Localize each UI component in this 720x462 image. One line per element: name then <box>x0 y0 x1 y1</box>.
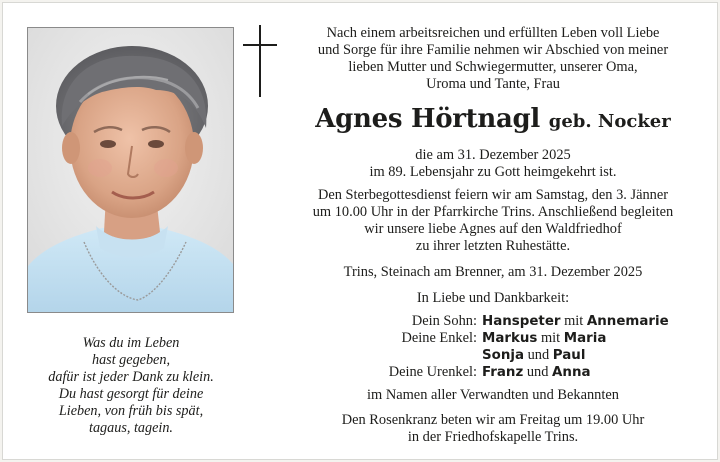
portrait-photo <box>27 27 234 313</box>
service-line: um 10.00 Uhr in der Pfarrkirche Trins. Anschließend begleiten <box>312 204 674 220</box>
poem-line: Was du im Leben <box>82 335 180 351</box>
relative-label: Dein Sohn: <box>411 313 477 329</box>
rosary-info <box>283 412 703 446</box>
relative-names <box>482 330 703 347</box>
funeral-service-info <box>283 187 703 255</box>
poem-line: hast gegeben, <box>91 352 170 368</box>
poem-line: dafür ist jeder Dank zu klein. <box>48 369 214 385</box>
relative-label <box>283 347 477 364</box>
relative-label: Deine Urenkel: <box>388 364 477 380</box>
maiden-name: geb. Nocker <box>548 111 671 132</box>
connector-text: mit <box>537 330 564 346</box>
poem-line: Lieben, von früh bis spät, <box>58 403 204 419</box>
relative-name: Anna <box>552 365 591 380</box>
intro-line: lieben Mutter und Schwiegermutter, unserer Oma, <box>348 59 638 75</box>
relative-names <box>482 313 703 330</box>
service-line: wir unsere liebe Agnes auf den Waldfriedhof <box>364 221 622 237</box>
relatives-list <box>283 313 703 381</box>
cross-icon <box>243 25 277 97</box>
connector-text: und <box>523 364 553 380</box>
intro-line: und Sorge für ihre Familie nehmen wir Abschied von meiner <box>317 42 669 58</box>
relative-name: Annemarie <box>586 314 669 329</box>
on-behalf-line: im Namen aller Verwandten und Bekannten <box>367 387 619 403</box>
poem-line: Du hast gesorgt für deine <box>58 386 204 402</box>
place-date: Trins, Steinach am Brenner, am 31. Dezember 2025 <box>343 264 643 280</box>
service-line: zu ihrer letzten Ruhestätte. <box>415 238 571 254</box>
intro-line: Nach einem arbeitsreichen und erfüllten Leben voll Liebe <box>326 25 660 41</box>
relative-name: Markus <box>482 331 538 346</box>
deceased-name <box>283 104 703 137</box>
connector-text: mit <box>560 313 587 329</box>
relative-names <box>482 347 703 364</box>
service-line: Den Sterbegottesdienst feiern wir am Samstag, den 3. Jänner <box>317 187 669 203</box>
rosary-line: in der Friedhofskapelle Trins. <box>407 429 579 445</box>
relative-name: Paul <box>552 348 586 363</box>
relative-name: Hanspeter <box>482 314 561 329</box>
gratitude-line: In Liebe und Dankbarkeit: <box>416 290 570 306</box>
intro-line: Uroma und Tante, Frau <box>426 76 560 92</box>
relative-names <box>482 364 703 381</box>
full-name: Agnes Hörtnagl <box>315 104 540 134</box>
rosary-line: Den Rosenkranz beten wir am Freitag um 19.00 Uhr <box>341 412 645 428</box>
death-line: im 89. Lebensjahr zu Gott heimgekehrt ist. <box>369 164 617 180</box>
memorial-poem <box>31 335 231 437</box>
relative-name: Maria <box>563 331 607 346</box>
relative-name: Franz <box>482 365 524 380</box>
poem-line: tagaus, tagein. <box>89 420 173 436</box>
obituary-text <box>283 25 703 446</box>
obituary-card <box>2 2 718 460</box>
connector-text: und <box>524 347 553 363</box>
death-line: die am 31. Dezember 2025 <box>415 147 571 163</box>
intro-text <box>283 25 703 93</box>
relative-name: Sonja <box>482 348 525 363</box>
death-notice <box>283 147 703 181</box>
relative-label: Deine Enkel: <box>401 330 477 346</box>
